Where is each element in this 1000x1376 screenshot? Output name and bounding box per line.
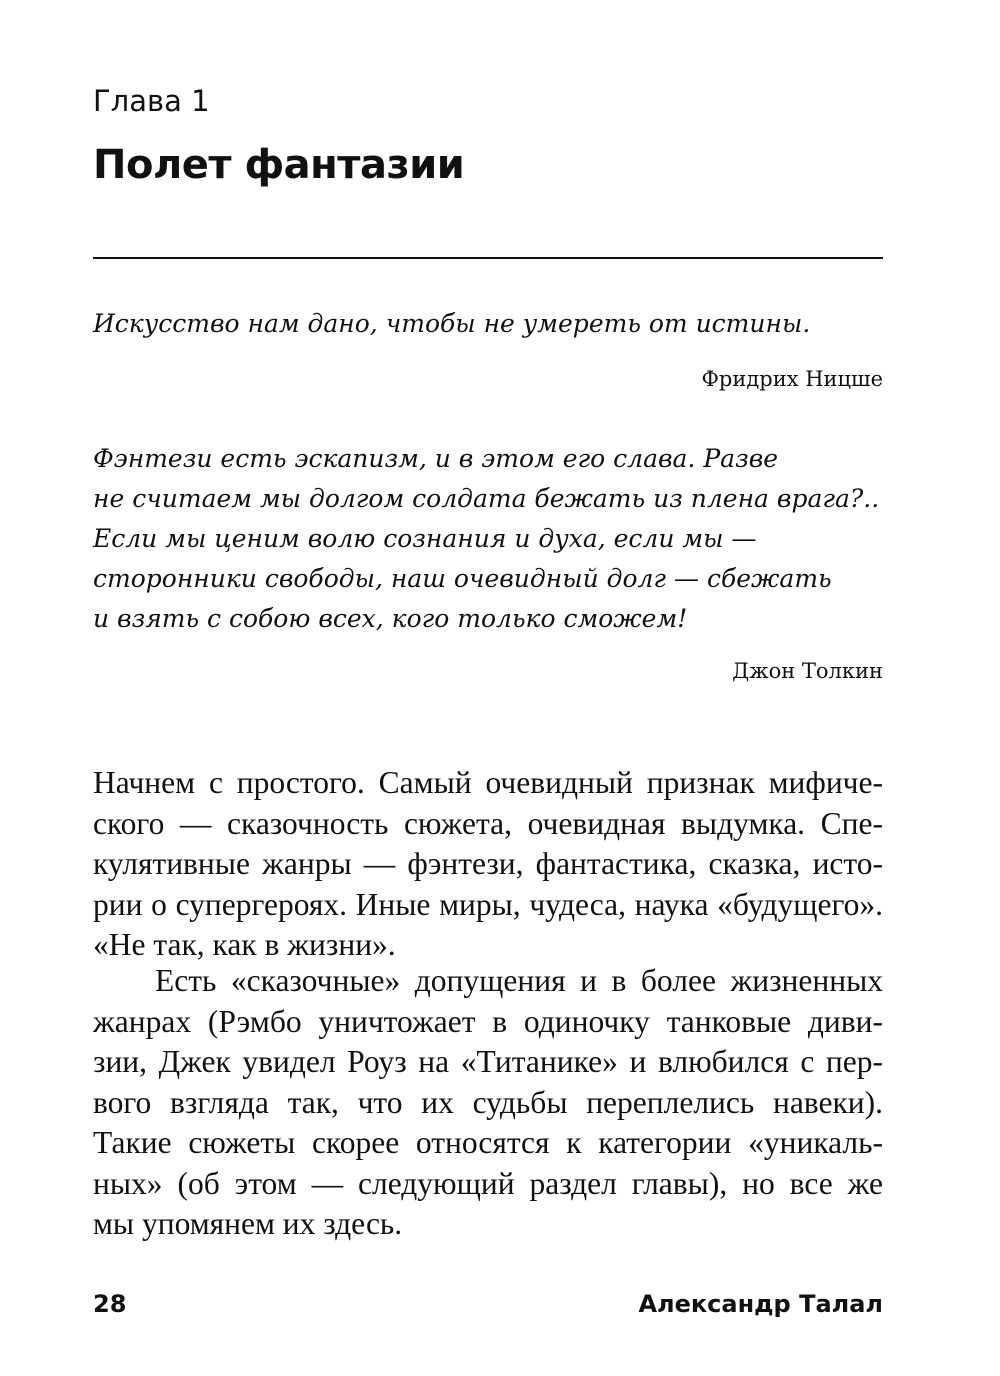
body-line: ных» (об этом — следующий раздел главы), но все же xyxy=(93,1165,883,1201)
epigraph-line: и взять с собою всех, кого только сможем! xyxy=(93,604,688,633)
body-line: Начнем с простого. Самый очевидный признак мифиче- xyxy=(93,765,883,800)
body-paragraph-1 xyxy=(93,763,883,966)
chapter-title: Полет фантазии xyxy=(93,142,465,188)
epigraph-line: сторонники свободы, наш очевидный долг — сбежать xyxy=(93,564,832,593)
body-line: «Не так, как в жизни». xyxy=(93,927,396,962)
title-divider xyxy=(93,257,883,259)
page-number: 28 xyxy=(93,1290,127,1318)
epigraph-tolkien xyxy=(93,439,883,639)
body-line: Есть «сказочные» допущения и в более жизненных xyxy=(155,963,883,998)
body-line: мы упомянем их здесь. xyxy=(93,1206,403,1241)
body-line: ского — сказочность сюжета, очевидная выдумка. Спе- xyxy=(93,805,883,841)
body-line: жанрах (Рэмбо уничтожает в одиночку танковые диви- xyxy=(93,1003,883,1039)
body-line: кулятивные жанры — фэнтези, фантастика, сказка, исто- xyxy=(93,846,883,881)
body-line: рии о супергероях. Иные миры, чудеса, наука «будущего». xyxy=(93,886,883,922)
epigraph-line: Искусство нам дано, чтобы не умереть от истины. xyxy=(93,309,811,338)
body-paragraph-2 xyxy=(93,961,883,1245)
chapter-label: Глава 1 xyxy=(93,84,210,118)
epigraph-author-nietzsche: Фридрих Ницше xyxy=(701,367,883,391)
body-line: зии, Джек увидел Роуз на «Титанике» и влюбился с пер- xyxy=(93,1044,883,1079)
body-line: вого взгляда так, что их судьбы переплелись навеки). xyxy=(93,1084,883,1120)
footer-author: Александр Талал xyxy=(638,1290,883,1318)
body-line: Такие сюжеты скорее относятся к категории «уникаль- xyxy=(93,1125,883,1160)
epigraph-line: Если мы ценим волю сознания и духа, если мы — xyxy=(93,524,757,553)
epigraph-line: не считаем мы долгом солдата бежать из плена врага?.. xyxy=(93,484,880,513)
epigraph-author-tolkien: Джон Толкин xyxy=(732,659,883,683)
epigraph-line: Фэнтези есть эскапизм, и в этом его слава. Разве xyxy=(93,444,779,473)
epigraph-nietzsche xyxy=(93,304,883,344)
